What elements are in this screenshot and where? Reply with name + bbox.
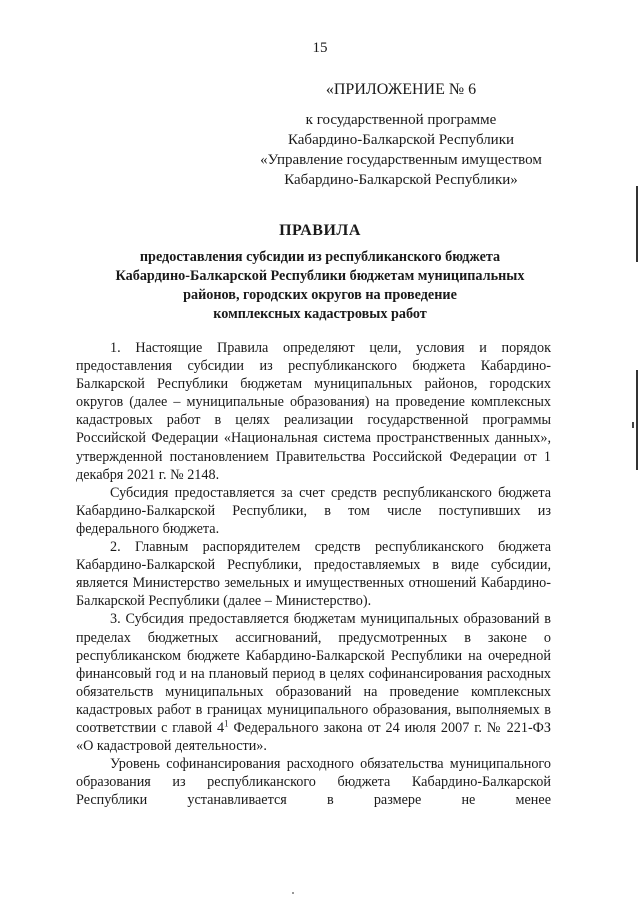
chapter-superscript: 1 [224, 718, 229, 729]
subtitle-line: комплексных кадастровых работ [213, 306, 427, 322]
scan-dot [292, 892, 294, 894]
document-title: ПРАВИЛА [279, 222, 361, 239]
appendix-line: к государственной программе [305, 112, 497, 128]
subtitle-line: районов, городских округов на проведение [183, 287, 457, 303]
paragraph-5: Уровень софинансирования расходного обязательства муниципального образования из республиканского бюджета Кабардино-Балкарской Республики устанавливается в размере не менее [76, 756, 551, 809]
subtitle-line: Кабардино-Балкарской Республики бюджетам муниципальных [115, 268, 525, 284]
document-subtitle [70, 248, 570, 324]
scan-edge-mark [632, 422, 634, 428]
page-number: 15 [312, 40, 328, 56]
paragraph-1: 1. Настоящие Правила определяют цели, условия и порядок предоставления субсидии из республиканского бюджета Кабардино-Балкарской Республики бюджетам муниципальных районов, городских округов (далее – муниципальные образования) на проведение комплексных кадастровых работ в целях реализации государственной программы Российской Федерации «Национальная система пространственных данных», утвержденной постановлением Правительства Российской Федерации от 1 декабря 2021 г. № 2148. [76, 340, 551, 483]
appendix-block [236, 80, 566, 190]
paragraph-4 [76, 610, 551, 755]
scan-margin-mark [636, 186, 638, 262]
paragraph-4-text-end: Федерального закона от 24 июля 2007 г. № 221-ФЗ «О кадастровой деятельности». [76, 719, 551, 755]
scan-margin-mark [636, 370, 638, 470]
appendix-title: «ПРИЛОЖЕНИЕ № 6 [325, 81, 477, 98]
paragraph-2: Субсидия предоставляется за счет средств республиканского бюджета Кабардино-Балкарской Республики, в том числе поступивших из федерального бюджета. [76, 484, 551, 537]
subtitle-line: предоставления субсидии из республиканского бюджета [139, 249, 501, 265]
document-body [76, 339, 551, 809]
paragraph-3: 2. Главным распорядителем средств республиканского бюджета Кабардино-Балкарской Республики, предоставляемых в виде субсидии, является Министерство земельных и имущественных отношений Кабардино-Балкарской Республики (далее – Министерство). [76, 539, 551, 610]
appendix-line: Кабардино-Балкарской Республики [287, 132, 515, 148]
appendix-line: Кабардино-Балкарской Республики» [284, 172, 518, 188]
paragraph-4-text: 3. Субсидия предоставляется бюджетам муниципальных образований в пределах бюджетных ассигнований, предусмотренных в законе о республиканском бюджете Кабардино-Балкарской Республики на очередной финансовый год и на плановый период в целях софинансирования расходных обязательств муниципальных образований на проведение комплексных кадастровых работ в границах муниципального образования, выполняемых в соответствии с главой 4 [76, 611, 551, 736]
appendix-line: «Управление государственным имуществом [260, 152, 542, 168]
